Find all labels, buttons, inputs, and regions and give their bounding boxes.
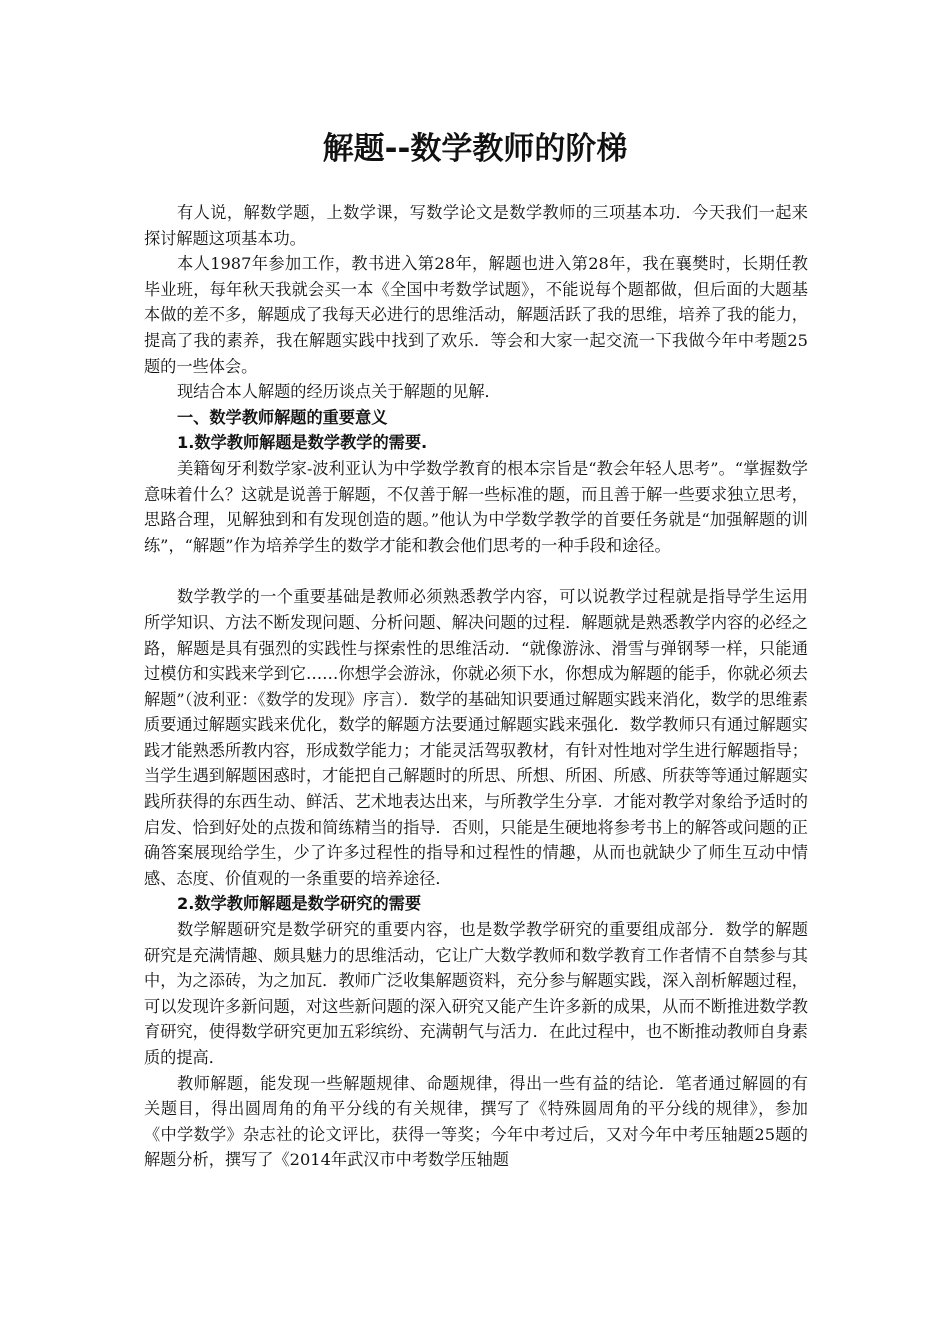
paragraph-research: 数学解题研究是数学研究的重要内容，也是数学教学研究的重要组成部分．数学的解题研究是充满情趣、颇具魅力的思维活动，它让广大数学教师和数学教育工作者情不自禁参与其中，为之添砖，为之加瓦．教师广泛收集解题资料，充分参与解题实践，深入剖析解题过程，可以发现许多新问题，对这些新问题的深入研究又能产生许多新的成果，从而不断推进数学教育研究，使得数学研究更加五彩缤纷、充满朝气与活力．在此过程中，也不断推动教师自身素质的提高．	[144, 920, 808, 1067]
paragraph-experience: 本人1987年参加工作，教书进入第28年，解题也进入第28年，我在襄樊时，长期任教毕业班，每年秋天我就会买一本《全国中考数学试题》，不能说每个题都做，但后面的大题基本做的差不多，解题成了我每天必进行的思维活动，解题活跃了我的思维，培养了我的能力，提高了我的素养，我在解题实践中找到了欢乐．等会和大家一起交流一下我做今年中考题25题的一些体会。	[144, 254, 808, 376]
subsection-heading-1: 1.数学教师解题是数学教学的需要.	[177, 433, 428, 453]
paragraph-polya: 美籍匈牙利数学家-波利亚认为中学数学教育的根本宗旨是“教会年轻人思考”。“掌握数学意味着什么？这就是说善于解题，不仅善于解一些标准的题，而且善于解一些要求独立思考，思路合理，见解独到和有发现创造的题。”他认为中学数学教学的首要任务就是“加强解题的训练”，“解题”作为培养学生的数学才能和教会他们思考的一种手段和途径。	[144, 458, 808, 555]
document-body	[144, 200, 808, 1173]
paragraph-spacer	[144, 558, 808, 584]
document-title: 解题--数学教师的阶梯	[322, 131, 628, 167]
paragraph-intro: 有人说，解数学题，上数学课，写数学论文是数学教师的三项基本功．今天我们一起来探讨解题这项基本功。	[144, 203, 808, 248]
paragraph-transition: 现结合本人解题的经历谈点关于解题的见解．	[177, 382, 501, 402]
section-heading-1: 一、数学教师解题的重要意义	[177, 407, 388, 427]
subsection-heading-2: 2.数学教师解题是数学研究的需要	[177, 894, 422, 914]
paragraph-discoveries: 教师解题，能发现一些解题规律、命题规律，得出一些有益的结论．笔者通过解圆的有关题目，得出圆周角的角平分线的有关规律，撰写了《特殊圆周角的平分线的规律》，参加《中学数学》杂志社的论文评比，获得一等奖；今年中考过后，又对今年中考压轴题25题的解题分析，撰写了《2014年武汉市中考数学压轴题	[144, 1073, 808, 1170]
paragraph-teaching-basis: 数学教学的一个重要基础是教师必须熟悉教学内容，可以说教学过程就是指导学生运用所学知识、方法不断发现问题、分析问题、解决问题的过程．解题就是熟悉教学内容的必经之路，解题是具有强烈的实践性与探索性的思维活动．“就像游泳、滑雪与弹钢琴一样，只能通过模仿和实践来学到它……你想学会游泳，你就必须下水，你想成为解题的能手，你就必须去解题”（波利亚：《数学的发现》序言）．数学的基础知识要通过解题实践来消化，数学的思维素质要通过解题实践来优化，数学的解题方法要通过解题实践来强化．数学教师只有通过解题实践才能熟悉所教内容，形成数学能力；才能灵活驾驭教材，有针对性地对学生进行解题指导；当学生遇到解题困惑时，才能把自己解题时的所思、所想、所困、所感、所获等等通过解题实践所获得的东西生动、鲜活、艺术地表达出来，与所教学生分享．才能对教学对象给予适时的启发、恰到好处的点拨和简练精当的指导．否则，只能是生硬地将参考书上的解答或问题的正确答案展现给学生，少了许多过程性的指导和过程性的情趣，从而也就缺少了师生互动中情感、态度、价值观的一条重要的培养途径．	[144, 587, 808, 888]
